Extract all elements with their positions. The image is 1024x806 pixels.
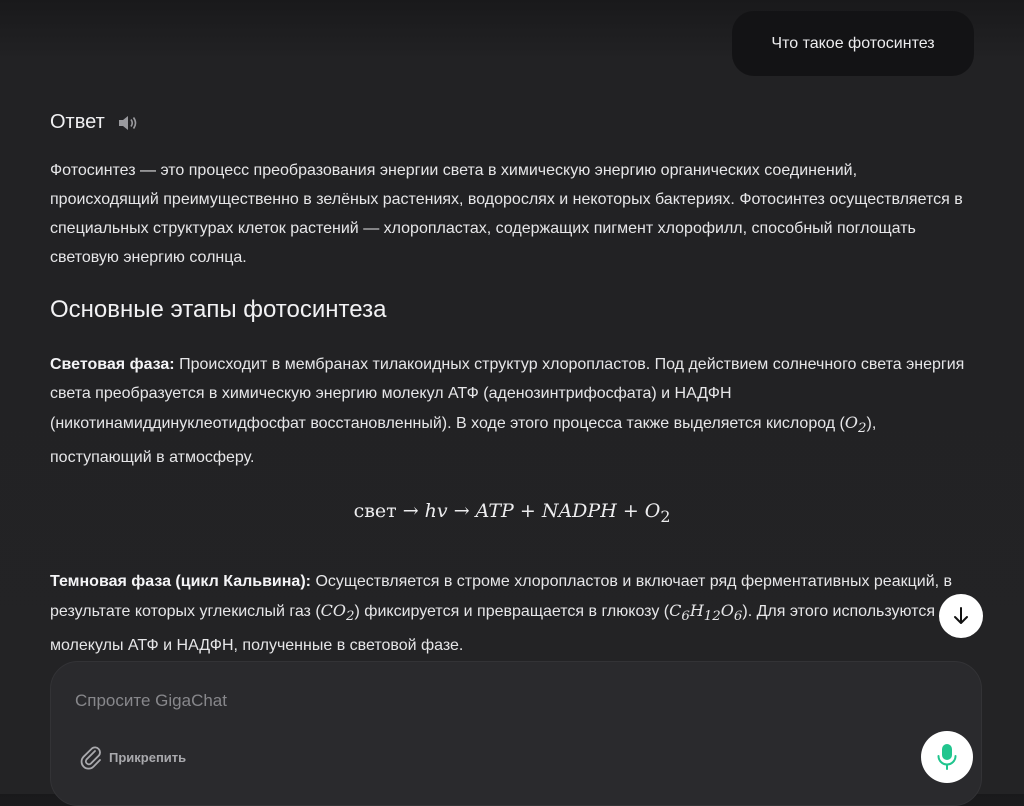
microphone-button[interactable] (921, 731, 973, 783)
message-composer (50, 661, 982, 806)
o2-formula: $O_2$ (844, 413, 867, 437)
attach-label: Прикрепить (109, 749, 187, 765)
prompt-input[interactable] (73, 690, 897, 712)
answer-intro-paragraph: Фотосинтез — это процесс преобразования энергии света в химическую энергию органических соединений, происходящий преимущественно в зелёных растениях, водорослях и некоторых бактериях. Фотосинтез осуществляется в специальных структурах клеток растений — хлоропластах, содержащих пигмент хлорофилл, способный поглощать световую энергию солнца. (50, 162, 963, 266)
light-phase-text: Происходит в мембранах тилакоидных структур хлоропластов. Под действием солнечного света энергия света преобразуется в химическую энергию молекул АТФ (аденозинтрифосфата) и НАДФН (никотинамиддинуклеотидфосфат восстановленный). В ходе этого процесса также выделяется кислород ( (50, 356, 965, 432)
light-phase-tail: ), поступающий в атмосферу. (50, 415, 877, 467)
user-message-text: Что такое фотосинтез (771, 34, 935, 52)
scroll-down-button[interactable] (939, 594, 983, 638)
light-phase-paragraph (50, 350, 970, 472)
microphone-icon (936, 743, 958, 771)
co2-formula: $CO_2$ (320, 601, 355, 625)
glucose-formula: $C_6H_{12}O_6$ (669, 601, 743, 625)
speaker-icon[interactable] (117, 113, 139, 133)
answer-header (50, 111, 139, 134)
paperclip-icon (79, 744, 103, 770)
answer-title: Ответ (50, 111, 105, 133)
user-message-bubble (732, 11, 974, 76)
light-phase-label: Световая фаза: (50, 356, 175, 373)
section-heading: Основные этапы фотосинтеза (50, 296, 387, 323)
dark-phase-paragraph: Темновая фаза (цикл Кальвина): Осуществляется в строме хлоропластов и включает ряд ферментативных реакций, в результате которых углекислый газ $(CO_2)$ фиксируется и превращается в глюкозу $(C_6H_{12}O_6)$. Для этого используются молекулы АТФ и НАДФН, полученные в световой фазе. (50, 573, 953, 655)
photosynthesis-equation: свет → hv → ATP + NADPH + $O_2$ (353, 500, 671, 526)
dark-phase-text: Осуществляется в строме хлоропластов и включает ряд ферментативных реакций, в результате которых углекислый газ ( (50, 573, 953, 620)
attach-button[interactable] (79, 744, 186, 770)
arrow-down-icon (951, 606, 971, 626)
dark-phase-label: Темновая фаза (цикл Кальвина): (50, 573, 311, 590)
